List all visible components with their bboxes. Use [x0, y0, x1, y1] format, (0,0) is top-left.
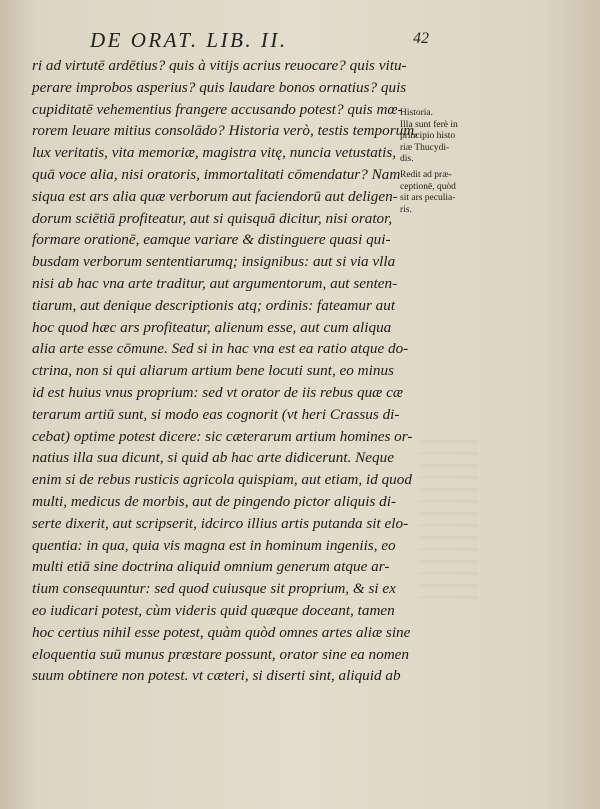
text-line: multi etiā sine doctrina aliquid omnium generum atque ar-	[32, 558, 390, 576]
page-number: 42	[413, 30, 429, 47]
marginal-notes	[400, 108, 490, 216]
text-line: rorem leuare mitius consolādo? Historia verò, testis temporum,	[32, 122, 418, 140]
margin-note-line: riæ Thucydi-	[400, 142, 450, 153]
text-line: nisi ab hac vna arte traditur, aut argumentorum, aut senten-	[32, 274, 398, 292]
margin-note-line: sit ars peculia-	[400, 193, 456, 204]
text-line: busdam verborum sententiarumq; insignibus: aut si via vlla	[32, 253, 396, 271]
text-line: ctrina, non si qui aliarum artium bene locuti sunt, eo minus	[32, 362, 394, 380]
text-line: alia arte esse cōmune. Sed si in hac vna est ea ratio atque do-	[32, 340, 409, 358]
text-line: eloquentia suū munus præstare possunt, orator sine ea nomen	[32, 645, 410, 663]
margin-note-line: ris.	[400, 204, 412, 215]
text-line: ri ad virtutē ardētius? quis à vitijs acrius reuocare? quis vitu-	[32, 57, 407, 74]
text-line: multi, medicus de morbis, aut de pingendo pictor aliquis di-	[32, 492, 397, 510]
text-line: tiarum, aut denique descriptionis atq; ordinis: fateamur aut	[32, 296, 396, 314]
text-line: perare improbos asperius? quis laudare bonos ornatius? quis	[32, 78, 407, 96]
text-line: hoc quod hæc ars profiteatur, alienum esse, aut cum aliqua	[32, 318, 392, 336]
text-line: serte dixerit, aut scripserit, idcirco illius artis putanda sit elo-	[32, 514, 409, 532]
text-line: formare orationē, eamque variare & distinguere quasi qui-	[32, 231, 391, 249]
text-line: eo iudicari potest, cùm videris quid quæque doceant, tamen	[32, 601, 395, 619]
text-line: cebat) optime potest dicere: sic cæterarum artium homines or-	[32, 427, 413, 445]
text-line: id est huius vnus proprium: sed vt orator de iis rebus quæ cæ	[32, 383, 403, 401]
margin-note-historia	[400, 108, 490, 166]
main-text-block	[32, 55, 418, 687]
text-line: quentia: in qua, quia vis magna est in hominum ingeniis, eo	[32, 536, 396, 554]
margin-note-line: Historia.	[400, 108, 433, 118]
text-line: suum obtinere non potest. vt cæteri, si diserti sint, aliquid ab	[32, 667, 401, 685]
margin-note-redit	[400, 170, 490, 216]
margin-note-line: principio histo	[400, 131, 456, 142]
show-through-text	[418, 440, 478, 600]
text-line: siqua est ars alia quæ verborum aut faciendorū aut deligen-	[32, 187, 398, 205]
text-line: enim si de rebus rusticis agricola quispiam, aut etiam, id quod	[32, 471, 412, 489]
text-line: tium consequuntur: sed quod cuiusque sit proprium, & si ex	[32, 580, 396, 598]
margin-note-line: ceptionē, quòd	[400, 181, 456, 192]
text-line: hoc certius nihil esse potest, quàm quòd omnes artes aliæ sine	[32, 623, 411, 641]
text-line: quā voce alia, nisi oratoris, immortalitati cōmendatur? Nam	[32, 165, 401, 183]
page-header	[0, 28, 600, 52]
text-line: lux veritatis, vita memoriæ, magistra vitę, nuncia vetustatis,	[32, 144, 397, 162]
margin-note-line: Redit ad præ-	[400, 169, 452, 180]
running-head: DE ORAT. LIB. II.	[90, 28, 288, 52]
text-line: natius illa sua dicunt, si quid ab hac arte didicerunt. Neque	[32, 449, 394, 467]
text-line: dorum sciētiā profiteatur, aut si quisquā dicitur, nisi orator,	[32, 209, 393, 227]
margin-note-line: Illa sunt ferè in	[400, 119, 458, 130]
text-line: terarum artiū sunt, si modo eas cognorit (vt heri Crassus di-	[32, 405, 400, 423]
margin-note-line: dis.	[400, 154, 414, 165]
text-line: cupiditatē vehementius frangere accusando potest? quis mœ-	[32, 100, 403, 118]
